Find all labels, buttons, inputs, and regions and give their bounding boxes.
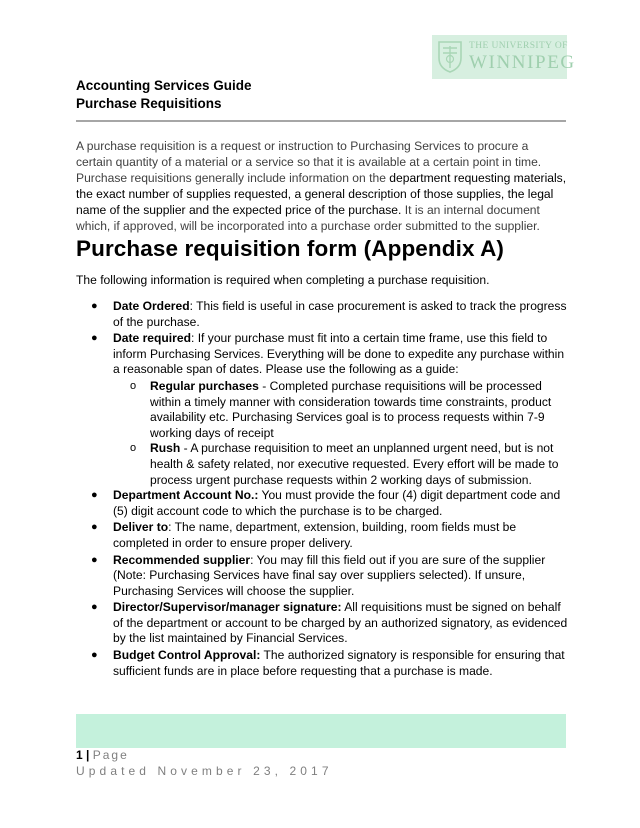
header-divider [76,120,566,122]
intro-paragraph [76,138,568,234]
bullet-icon: ● [91,521,98,534]
page-number-value: 1 [76,748,83,762]
item-term: Deliver to [113,520,169,535]
document-header [76,77,252,113]
item-term: Budget Control Approval: [113,648,261,663]
item-text: : You may fill this field out if you are sure of the supplier (Note: Purchasing Services have final say over suppliers selected). If unsure, Purchasing Services will choose the supplier. [113,552,546,598]
logo-line2: WINNIPEG [469,52,576,74]
sub-item-term: Regular purchases [150,378,259,393]
list-item [76,520,568,551]
item-text: You must provide the four (4) digit department code and (5) digit account code to which the purchase is to be charged. [113,488,561,518]
item-term: Date Ordered [113,299,190,313]
list-item [76,600,568,647]
sub-item-text: - A purchase requisition to meet an unplanned urgent need, but is not health & safety related, nor executive requested. Every effort will be made to process urgent purchase requests within 2 working days of submission. [150,441,559,487]
guide-subtitle: Purchase Requisitions [76,96,222,111]
lead-sentence: The following information is required when completing a purchase requisition. [76,273,490,287]
footer-band [76,714,566,748]
item-text: All requisitions must be signed on behalf of the department or account to be charged by an authorized signatory, as evidenced by the list maintained by Financial Services. [113,600,568,646]
updated-date: Updated November 23, 2017 [76,764,333,778]
item-term: Director/Supervisor/manager signature: [113,600,342,615]
item-text: : This field is useful in case procurement is asked to track the progress of the purchase. [113,299,567,329]
list-item [76,488,568,519]
intro-part3: It is an internal document which, if approved, will be incorporated into a purchase order submitted to the supplier. [76,203,540,233]
bullet-icon: ● [91,649,98,662]
page-number [76,748,129,762]
list-item [76,553,568,600]
item-term: Recommended supplier [113,552,251,567]
page-word: Page [92,748,129,762]
list-item [76,331,568,378]
sub-item-term: Rush [150,441,181,456]
item-term: Date required [113,331,191,346]
item-text: : If your purchase must fit into a certain time frame, use this field to inform Purchasing Services. Everything will be done to expedite any purchase within a reasonable span of dates. Please use the following as a guide: [113,331,565,377]
bullet-icon: ● [91,601,98,614]
requirements-list [76,299,568,680]
section-heading: Purchase requisition form (Appendix A) [76,236,505,261]
list-item [76,648,568,679]
sub-list-item [76,379,568,441]
bullet-icon: ● [91,489,98,502]
item-term: Department Account No.: [113,488,259,503]
item-text: The authorized signatory is responsible for ensuring that sufficient funds are in place before requesting that a purchase is made. [113,648,565,678]
bullet-icon: ● [91,300,98,312]
circle-bullet-icon: o [130,442,137,455]
circle-bullet-icon: o [130,379,137,392]
crest-icon [437,40,463,74]
university-logo [432,35,576,79]
bullet-icon: ● [91,332,98,345]
bullet-icon: ● [91,553,98,566]
intro-part1: A purchase requisition is a request or instruction to Purchasing Services to procure a certain quantity of a material or a service so that it is available at a certain point in time. Purchase requisitions generally include information on the [76,139,542,185]
list-item [76,299,568,330]
page-separator: | [82,748,93,762]
sub-list-item [76,441,568,488]
guide-title: Accounting Services Guide [76,78,252,93]
intro-part2: department requesting materials, the exact number of supplies requested, a general description of those supplies, the legal name of the supplier and the expected price of the purchase. [76,171,567,217]
sub-item-text: - Completed purchase requisitions will be processed within a timely manner with consideration towards time constraints, product availability etc. Purchasing Services goal is to process requests within 7-9 working days of receipt [150,378,552,440]
item-text: : The name, department, extension, building, room fields must be completed in order to ensure proper delivery. [113,520,517,550]
logo-line1: THE UNIVERSITY OF [469,40,568,51]
